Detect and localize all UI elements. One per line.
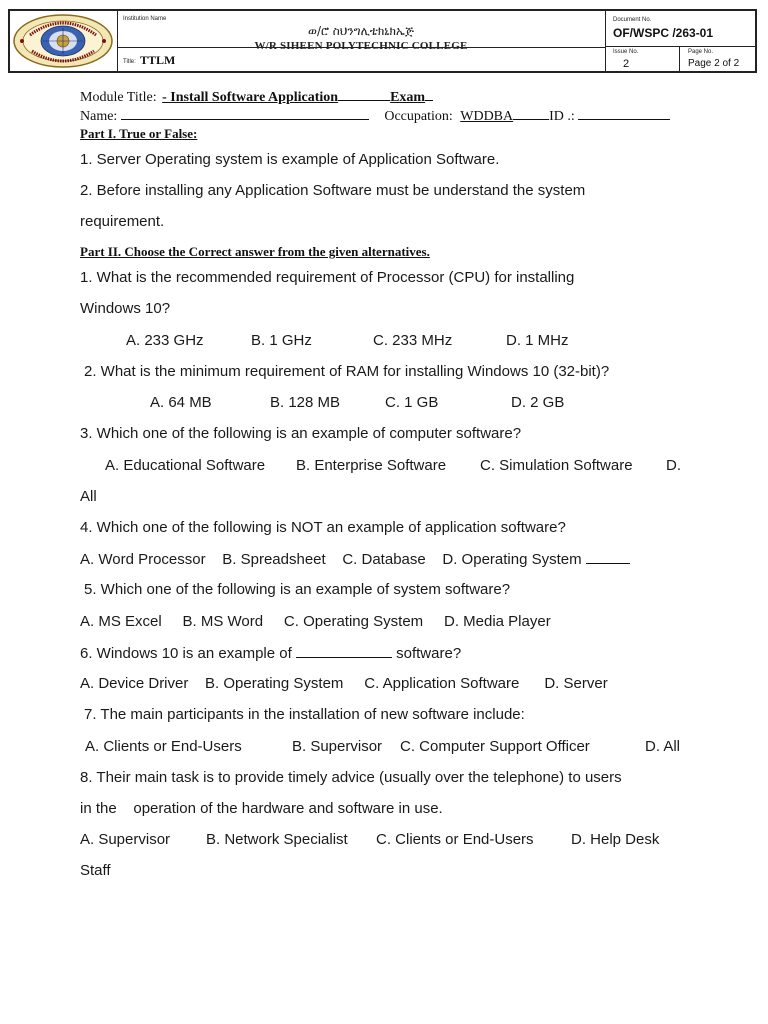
part1-question-1: 1. Server Operating system is example of Application Software. — [80, 151, 500, 168]
occupation-label: Occupation: — [384, 109, 453, 124]
module-title-underline — [338, 88, 390, 101]
question-1-line1: 1. What is the recommended requirement of Processor (CPU) for installing — [80, 269, 575, 286]
question-8-option-d: D. Help Desk — [571, 831, 660, 848]
question-2-option-a: A. 64 MB — [150, 394, 212, 411]
institution-name-amharic: ወ/ሮ ስህንግሊቴክኒክኤጅ — [308, 24, 414, 38]
document-number-value: OF/WSPC /263-01 — [613, 26, 714, 40]
module-exam: Exam — [390, 90, 426, 105]
question-7-option-d: D. All — [645, 738, 681, 755]
question-7-option-b: B. Supervisor — [292, 738, 383, 755]
document-number-label: Document No. — [613, 17, 652, 23]
question-4-options — [80, 550, 630, 568]
question-8-option-a: A. Supervisor — [80, 831, 171, 848]
question-3-option-a: A. Educational Software — [105, 457, 266, 474]
name-blank[interactable] — [121, 107, 369, 120]
document-info-cell — [605, 11, 755, 71]
institution-label: Institution Name — [123, 16, 167, 22]
id-blank[interactable] — [578, 107, 670, 120]
question-3-option-b: B. Enterprise Software — [296, 457, 447, 474]
issue-number-cell — [605, 47, 680, 71]
question-3-option-c: C. Simulation Software — [480, 457, 633, 474]
question-6-blank[interactable] — [296, 644, 392, 658]
document-header — [8, 9, 757, 73]
module-title-label: Module Title: — [80, 90, 157, 105]
question-5-options: A. MS Excel B. MS Word C. Operating System D. Media Player — [80, 613, 551, 630]
question-7-option-c: C. Computer Support Officer — [400, 738, 590, 755]
title-value: TTLM — [140, 53, 176, 67]
question-3: 3. Which one of the following is an example of computer software? — [80, 425, 522, 442]
question-4-options-text: A. Word Processor B. Spreadsheet C. Database D. Operating System — [80, 551, 582, 568]
question-6-suffix: software? — [396, 645, 462, 662]
name-label: Name: — [80, 109, 118, 124]
question-1-option-a: A. 233 GHz — [126, 332, 204, 349]
module-title-value: - Install Software Application — [162, 90, 339, 105]
page-number-label: Page No. — [688, 49, 714, 55]
issue-number-label: Issue No. — [613, 49, 639, 55]
part1-question-2-line1: 2. Before installing any Application Software must be understand the system — [80, 182, 586, 199]
question-1-option-d: D. 1 MHz — [506, 332, 569, 349]
part-1-heading: Part I. True or False: — [80, 126, 198, 141]
page-number-cell — [680, 47, 755, 71]
question-1-line2: Windows 10? — [80, 300, 171, 317]
name-line — [80, 107, 670, 125]
question-8-line1: 8. Their main task is to provide timely advice (usually over the telephone) to users — [80, 769, 622, 786]
logo-cell — [10, 11, 118, 71]
id-label: ID .: — [549, 109, 575, 124]
question-8-option-b: B. Network Specialist — [206, 831, 348, 848]
question-2-option-b: B. 128 MB — [270, 394, 341, 411]
question-5: 5. Which one of the following is an example of system software? — [84, 581, 511, 598]
question-7-option-a: A. Clients or End-Users — [85, 738, 242, 755]
part-2-heading: Part II. Choose the Correct answer from the given alternatives. — [80, 244, 430, 259]
question-4: 4. Which one of the following is NOT an example of application software? — [80, 519, 566, 536]
question-1-option-b: B. 1 GHz — [251, 332, 312, 349]
occupation-blank — [513, 107, 549, 120]
occupation-value: WDDBA — [460, 109, 514, 124]
institution-cell — [117, 11, 606, 71]
module-title-line — [80, 88, 433, 106]
institution-name-cell — [117, 11, 605, 52]
question-2-option-d: D. 2 GB — [511, 394, 565, 411]
institution-name-english: W/R SIHEEN POLYTECHNIC COLLEGE — [254, 40, 468, 52]
title-label: Title: — [123, 59, 136, 65]
question-3-option-d-continued: All — [80, 488, 97, 505]
question-6-prefix: 6. Windows 10 is an example of — [80, 645, 292, 662]
college-seal-icon — [12, 13, 115, 69]
question-8-option-c: C. Clients or End-Users — [376, 831, 534, 848]
part1-question-2-line2: requirement. — [80, 213, 165, 230]
question-6-options: A. Device Driver B. Operating System C. Application Software D. Server — [80, 675, 608, 692]
module-exam-underline — [425, 88, 433, 101]
question-4-answer-blank[interactable] — [586, 550, 630, 564]
question-8-line2: in the operation of the hardware and software in use. — [80, 800, 443, 817]
question-2-option-c: C. 1 GB — [385, 394, 439, 411]
page-number-value: Page 2 of 2 — [688, 58, 740, 69]
issue-number-value: 2 — [623, 58, 630, 70]
question-7: 7. The main participants in the installation of new software include: — [84, 706, 525, 723]
question-3-option-d: D. — [666, 457, 681, 474]
document-number-cell — [605, 11, 755, 47]
question-1-option-c: C. 233 MHz — [373, 332, 453, 349]
question-6 — [80, 644, 461, 662]
question-8-option-d-continued: Staff — [80, 862, 111, 879]
question-2: 2. What is the minimum requirement of RAM for installing Windows 10 (32-bit)? — [84, 363, 610, 380]
